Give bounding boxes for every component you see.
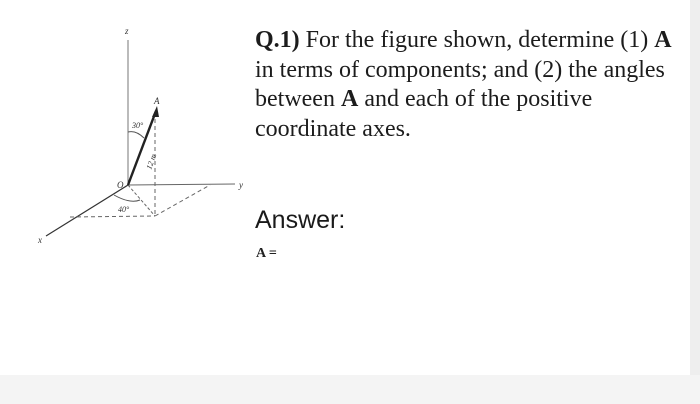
projection-line-parallel-x [155, 185, 210, 216]
question-text [255, 26, 685, 144]
magnitude-label: 12 m [144, 152, 159, 171]
angle-arc-30 [128, 132, 144, 138]
x-axis-label: x [38, 235, 42, 245]
x-axis-line [46, 185, 128, 236]
projection-line-diagonal [128, 185, 155, 216]
y-axis-line [128, 184, 235, 185]
page-edge-shadow [690, 0, 700, 375]
answer-heading: Answer: [255, 206, 346, 234]
angle-arc-40 [114, 195, 140, 201]
origin-label: O [117, 180, 124, 190]
angle-label-40: 40° [118, 205, 130, 214]
z-axis-label: z [125, 26, 129, 36]
question-text-part-3: and each of the positive coordinate axes. [255, 86, 593, 142]
vector-figure [30, 20, 265, 265]
question-number: Q.1) [255, 27, 300, 53]
y-axis-label: y [239, 180, 243, 190]
answer-line-label: A = [256, 246, 277, 261]
question-text-part-2: in terms of components; and (2) the angles between [255, 56, 665, 112]
answer-line [256, 246, 277, 262]
vector-a-label: A [154, 96, 160, 106]
vector-a-arrowhead [152, 106, 159, 117]
angle-label-30: 30° [132, 121, 144, 130]
projection-line-parallel-y [70, 216, 155, 217]
page-bottom-band [0, 375, 700, 404]
vector-figure-svg [30, 20, 265, 265]
vector-a-bold-2: A [340, 86, 359, 112]
vector-a-bold-1: A [654, 27, 672, 53]
question-text-part-1: For the figure shown, determine (1) [299, 27, 655, 53]
